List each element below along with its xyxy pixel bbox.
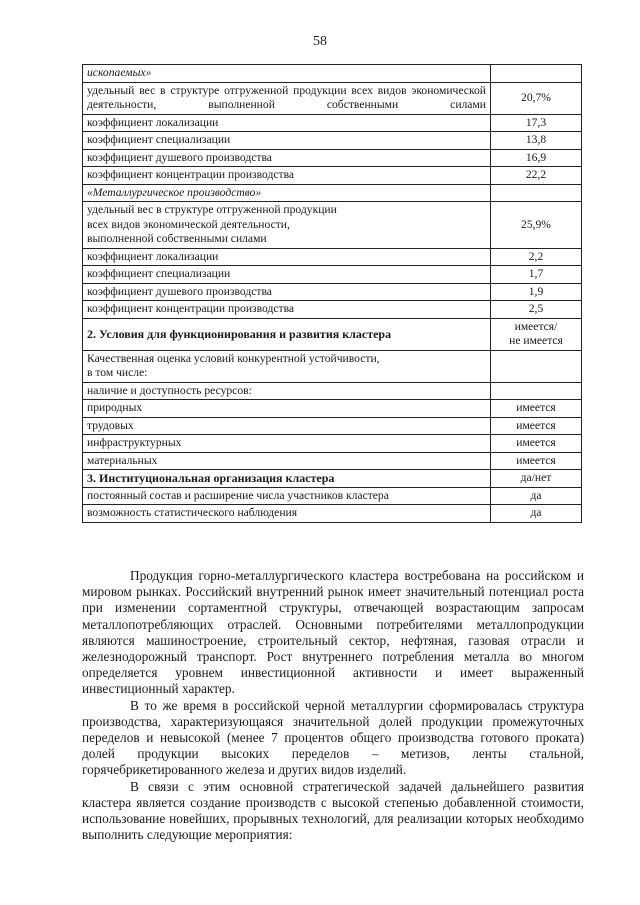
row-description: коэффициент локализации: [83, 114, 491, 132]
row-description: возможность статистического наблюдения: [83, 505, 491, 523]
row-value: да: [491, 505, 582, 523]
table-row: [83, 350, 582, 382]
table-row: [83, 417, 582, 435]
row-description: коэффициент концентрации производства: [83, 167, 491, 185]
row-value: 16,9: [491, 149, 582, 167]
row-description: коэффициент концентрации производства: [83, 301, 491, 319]
row-description: удельный вес в структуре отгруженной продукции всех видов экономической деятельности, выполненной собственными силами: [83, 202, 491, 249]
table-row: [83, 266, 582, 284]
row-description: коэффициент душевого производства: [83, 149, 491, 167]
row-value: [491, 184, 582, 202]
row-value: имеется: [491, 400, 582, 418]
row-description: 2. Условия для функционирования и развития кластера: [83, 318, 491, 350]
row-value: 1,9: [491, 283, 582, 301]
page-number: 58: [313, 34, 327, 49]
row-value: да: [491, 487, 582, 505]
table-row: [83, 184, 582, 202]
row-value: имеется: [491, 452, 582, 470]
table-row: [83, 149, 582, 167]
table-row: [83, 167, 582, 185]
row-description: наличие и доступность ресурсов:: [83, 382, 491, 400]
row-value: 20,7%: [491, 82, 582, 114]
table-row: [83, 283, 582, 301]
table-row: [83, 248, 582, 266]
row-value: 17,3: [491, 114, 582, 132]
row-description: Качественная оценка условий конкурентной устойчивости, в том числе:: [83, 350, 491, 382]
row-value: имеется: [491, 417, 582, 435]
row-description: инфраструктурных: [83, 435, 491, 453]
row-value: [491, 382, 582, 400]
row-value: 2,5: [491, 301, 582, 319]
row-value: [491, 350, 582, 382]
paragraph-1: Продукция горно-металлургического кластера востребована на российском и мировом рынках. Российский внутренний рынок имеет значительный потенциал роста при изменении сортаментной структуры, отвечающей возрастающим запросам металлопотребляющих отраслей. Основными потребителями металлопродукции являются машиностроение, строительный сектор, нефтяная, газовая отрасли и железнодорожный транспорт. Рост внутреннего потребления металла во многом определяется уровнем инвестиционной активности и имеет выраженный инвестиционный характер.: [82, 568, 584, 697]
table-row: [83, 382, 582, 400]
table-row: [83, 452, 582, 470]
table-row: [83, 505, 582, 523]
row-value: [491, 65, 582, 83]
row-description: постоянный состав и расширение числа участников кластера: [83, 487, 491, 505]
table-row: [83, 114, 582, 132]
table-row: [83, 301, 582, 319]
paragraph-3: В связи с этим основной стратегической задачей дальнейшего развития кластера является создание производств с высокой степенью добавленной стоимости, использование новейших, прорывных технологий, для реализации которых необходимо выполнить следующие мероприятия:: [82, 778, 584, 843]
table-row: [83, 65, 582, 83]
table-row: [83, 470, 582, 488]
row-value: 1,7: [491, 266, 582, 284]
row-value: да/нет: [491, 470, 582, 488]
row-value: 2,2: [491, 248, 582, 266]
row-description: трудовых: [83, 417, 491, 435]
row-value: имеется: [491, 435, 582, 453]
table-row: [83, 82, 582, 114]
table-row: [83, 400, 582, 418]
row-value: 22,2: [491, 167, 582, 185]
row-value: 25,9%: [491, 202, 582, 249]
row-value: имеется/ не имеется: [491, 318, 582, 350]
row-description: ископаемых»: [83, 65, 491, 83]
row-description: коэффициент специализации: [83, 132, 491, 150]
table-row: [83, 435, 582, 453]
table-row: [83, 318, 582, 350]
indicators-table: [82, 64, 582, 523]
row-description: 3. Институциональная организация кластера: [83, 470, 491, 488]
row-description: удельный вес в структуре отгруженной продукции всех видов экономической деятельности, выполненной собственными силами: [83, 82, 491, 114]
row-description: коэффициент локализации: [83, 248, 491, 266]
row-description: материальных: [83, 452, 491, 470]
row-description: коэффициент специализации: [83, 266, 491, 284]
row-description: коэффициент душевого производства: [83, 283, 491, 301]
paragraph-2: В то же время в российской черной металлургии сформировалась структура производства, характеризующаяся значительной долей продукции промежуточных переделов и невысокой (менее 7 процентов общего производства готового проката) долей продукции высоких переделов – метизов, ленты стальной, горячебрикетированного железа и других видов изделий.: [82, 697, 584, 778]
table-row: [83, 132, 582, 150]
body-text: [82, 568, 584, 843]
row-description: природных: [83, 400, 491, 418]
table-row: [83, 202, 582, 249]
row-description: «Металлургическое производство»: [83, 184, 491, 202]
table-row: [83, 487, 582, 505]
row-value: 13,8: [491, 132, 582, 150]
